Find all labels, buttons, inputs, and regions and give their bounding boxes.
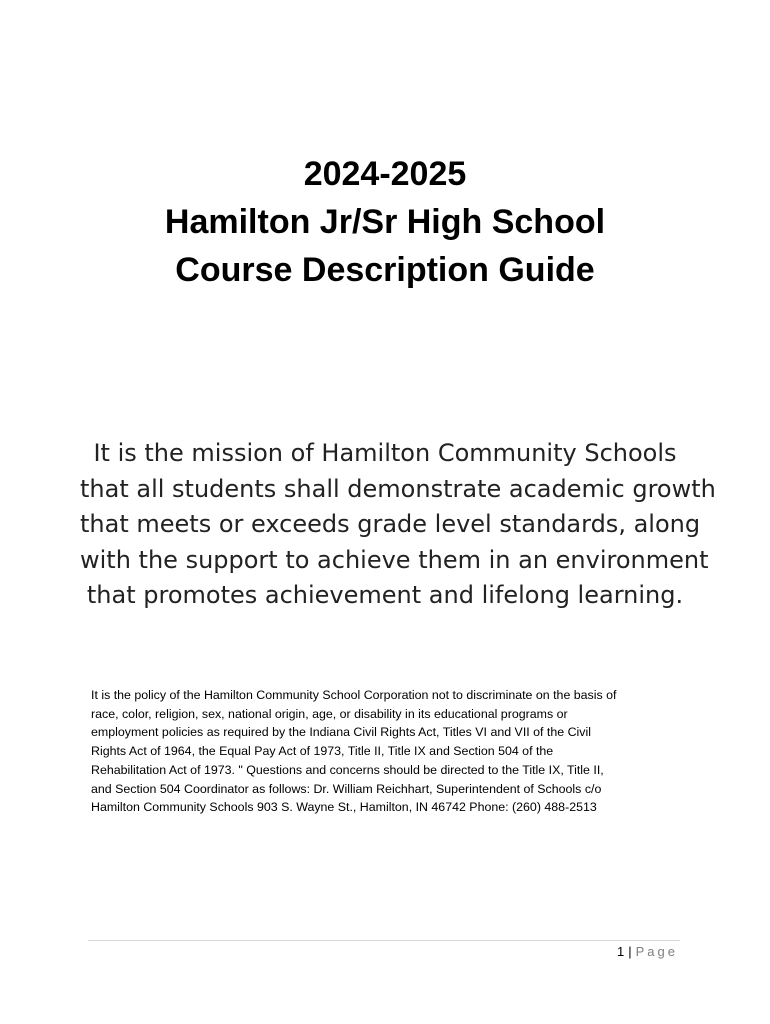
footer-separator: | bbox=[628, 944, 632, 959]
document-title bbox=[0, 150, 770, 294]
mission-line: that all students shall demonstrate academic growth bbox=[80, 474, 716, 503]
page-number: 1 bbox=[617, 944, 625, 959]
page-footer bbox=[617, 942, 678, 962]
title-year: 2024-2025 bbox=[303, 155, 467, 193]
mission-line: that promotes achievement and lifelong learning. bbox=[86, 581, 684, 609]
non-discrimination-policy bbox=[91, 686, 691, 817]
policy-line: Rights Act of 1964, the Equal Pay Act of 1973, Title II, Title IX and Section 504 of the bbox=[91, 744, 554, 759]
page-label: Page bbox=[635, 944, 678, 959]
policy-line: race, color, religion, sex, national origin, age, or disability in its educational programs or bbox=[91, 706, 568, 721]
policy-line: employment policies as required by the Indiana Civil Rights Act, Titles VI and VII of the Civil bbox=[91, 725, 591, 740]
policy-line: It is the policy of the Hamilton Community School Corporation not to discriminate on the basis of bbox=[91, 688, 617, 702]
title-school-name: Hamilton Jr/Sr High School bbox=[164, 203, 606, 241]
mission-statement bbox=[80, 436, 716, 614]
mission-line: with the support to achieve them in an environment bbox=[80, 545, 709, 574]
title-guide-name: Course Description Guide bbox=[175, 251, 595, 289]
mission-line: that meets or exceeds grade level standards, along bbox=[80, 510, 701, 538]
policy-line: Rehabilitation Act of 1973. " Questions and concerns should be directed to the Title IX, Title II, bbox=[91, 762, 604, 777]
policy-line: and Section 504 Coordinator as follows: Dr. William Reichhart, Superintendent of Schools c/o bbox=[91, 781, 602, 796]
policy-line: Hamilton Community Schools 903 S. Wayne St., Hamilton, IN 46742 Phone: (260) 488-2513 bbox=[91, 800, 597, 815]
footer-divider bbox=[88, 940, 680, 941]
mission-line: It is the mission of Hamilton Community Schools bbox=[93, 439, 677, 467]
